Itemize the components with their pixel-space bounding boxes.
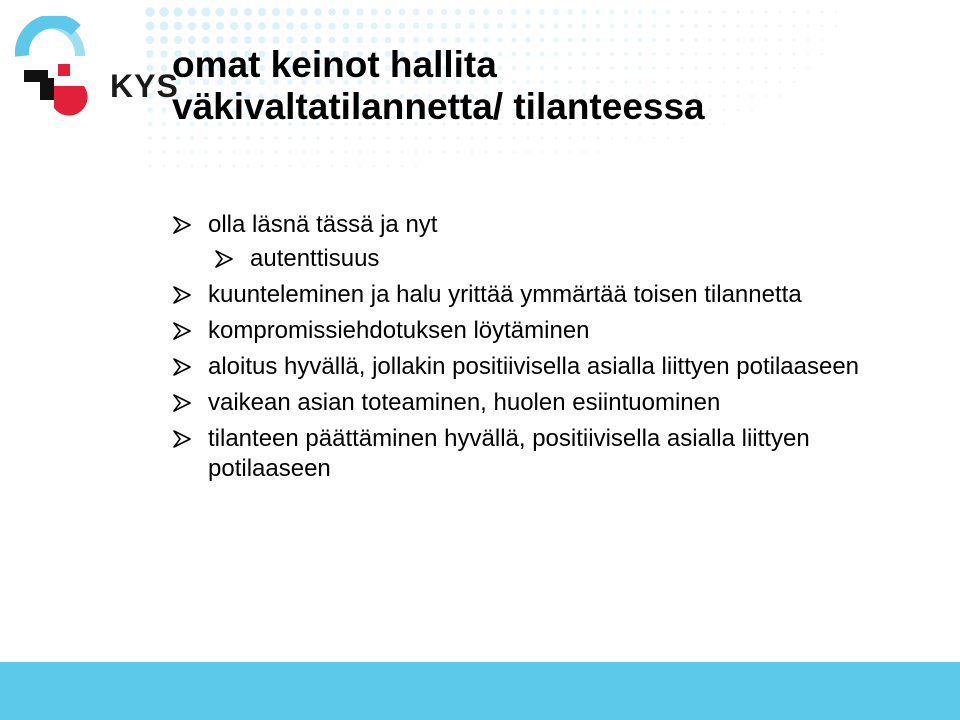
sub-list-item [214,244,912,274]
list-item [172,352,912,382]
list-item-text: kompromissiehdotuksen löytäminen [208,317,590,344]
bottom-accent-band [0,662,960,720]
arrow-bullet-icon [172,216,192,234]
list-item-text: tilanteen päättäminen hyvällä, positiivisella asialla liittyen potilaaseen [208,425,810,482]
list-item [172,316,912,346]
list-item [172,210,912,240]
list-item-text: autenttisuus [250,245,380,272]
list-item-text: olla läsnä tässä ja nyt [208,211,438,238]
arrow-bullet-icon [172,286,192,304]
slide-title [172,44,932,128]
title-line-1: omat keinot hallita [172,44,497,85]
list-item-text: vaikean asian toteaminen, huolen esiintuominen [208,389,721,416]
list-item [172,388,912,418]
title-line-2: väkivaltatilannetta/ tilanteessa [172,86,705,127]
arrow-bullet-icon [172,358,192,376]
list-item-text: aloitus hyvällä, jollakin positiivisella asialla liittyen potilaaseen [208,353,860,380]
bullet-list [172,210,912,484]
list-item-text: kuunteleminen ja halu yrittää ymmärtää toisen tilannetta [208,281,802,308]
arrow-bullet-icon [214,250,234,268]
kys-logo-icon [14,16,104,116]
arrow-bullet-icon [172,322,192,340]
arrow-bullet-icon [172,430,192,448]
arrow-bullet-icon [172,394,192,412]
list-item [172,280,912,310]
list-item [172,424,912,484]
logo-text: KYS [110,68,179,104]
kys-logo [14,16,179,116]
